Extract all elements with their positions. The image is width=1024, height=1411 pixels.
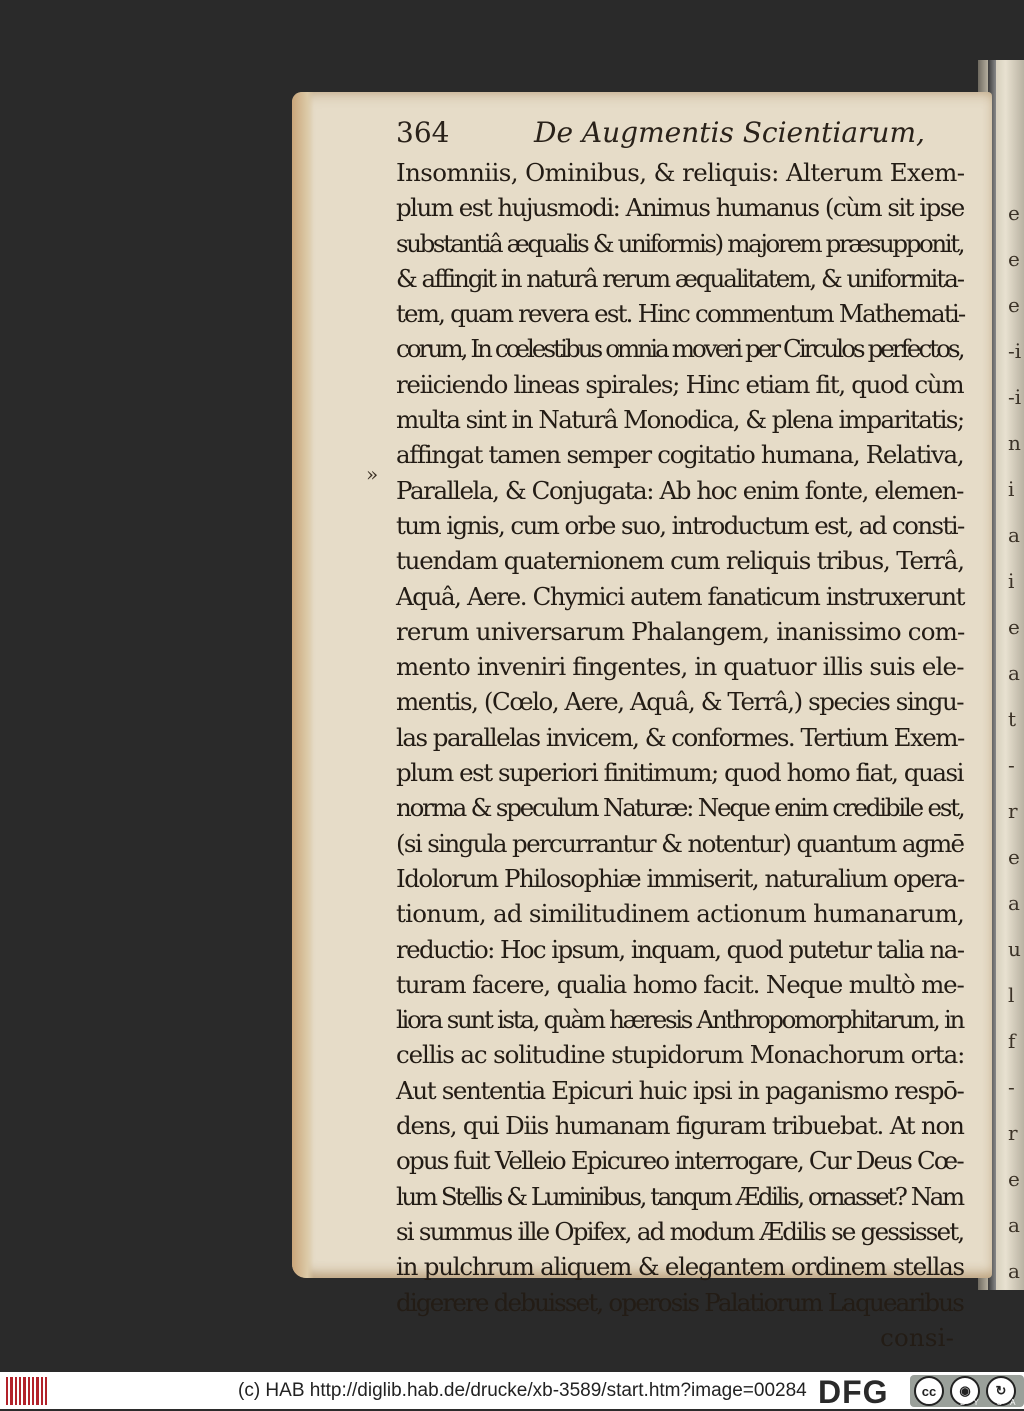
text-line: tuendam quaternionem cum reliquis tribus, Terrâ, bbox=[396, 546, 964, 576]
edge-letter: -i bbox=[1008, 385, 1022, 409]
edge-letter: a bbox=[1008, 1213, 1020, 1237]
text-line: mento inveniri fingentes, in quatuor illis suis ele- bbox=[396, 652, 964, 682]
text-line: turam facere, qualia homo facit. Neque multò me- bbox=[396, 969, 964, 999]
text-line: plum est superiori finitimum; quod homo fiat, quasi bbox=[396, 758, 964, 788]
text-line: lum Stellis & Luminibus, tanqum Ædilis, ornasset? Nam bbox=[396, 1181, 963, 1211]
footer-bar bbox=[0, 1372, 1024, 1409]
text-line: affingat tamen semper cogitatio humana, Relativa, bbox=[396, 440, 964, 470]
text-line: Parallela, & Conjugata: Ab hoc enim fonte, elemen- bbox=[396, 475, 964, 505]
hab-logo-icon bbox=[6, 1377, 48, 1405]
edge-letter: i bbox=[1008, 477, 1015, 501]
text-line: tem, quam revera est. Hinc commentum Mathemati- bbox=[396, 299, 965, 329]
text-line: Aquâ, Aere. Chymici autem fanaticum instruxerunt bbox=[396, 581, 965, 611]
edge-letter: a bbox=[1008, 891, 1020, 915]
running-head: De Augmentis Scientiarum, bbox=[534, 116, 925, 149]
text-line: mentis, (Cœlo, Aere, Aquâ, & Terrâ,) species singu- bbox=[396, 687, 964, 717]
edge-letter: -r bbox=[1008, 1075, 1018, 1145]
edge-letter: e bbox=[1008, 201, 1020, 225]
text-line: opus fuit Velleio Epicureo interrogare, Cur Deus Cœ- bbox=[396, 1146, 963, 1176]
text-line: reiiciendo lineas spirales; Hinc etiam fit, quod cùm bbox=[396, 369, 964, 399]
margin-mark: » bbox=[366, 462, 379, 486]
text-line: multa sint in Naturâ Monodica, & plena imparitatis; bbox=[396, 405, 964, 435]
edge-letter: e bbox=[1008, 293, 1020, 317]
edge-letter: u bbox=[1008, 937, 1021, 961]
text-line: & affingit in naturâ rerum æqualitatem, & uniformita- bbox=[396, 263, 964, 293]
text-line: tionum, ad similitudinem actionum humanarum, bbox=[396, 899, 965, 929]
text-line: si summus ille Opifex, ad modum Ædilis se gessisset, bbox=[396, 1216, 964, 1246]
text-line: Insomniis, Ominibus, & reliquis: Alterum Exem- bbox=[396, 158, 965, 187]
edge-letter: e bbox=[1008, 1167, 1020, 1191]
page-header bbox=[396, 116, 956, 156]
text-line: reductio: Hoc ipsum, inquam, quod putetur talia na- bbox=[396, 934, 964, 964]
share-alike-icon: ↻ bbox=[986, 1376, 1016, 1406]
license-labels: BY SA bbox=[960, 1398, 1024, 1407]
text-line: dens, qui Diis humanam figuram tribuebat. At non bbox=[396, 1111, 964, 1141]
text-line: cellis ac solitudine stupidorum Monachorum orta: bbox=[396, 1040, 965, 1070]
edge-letter: a bbox=[1008, 1259, 1020, 1283]
text-line: corum, In cœlestibus omnia moveri per Circulos perfectos, bbox=[396, 334, 963, 364]
attribution-icon: ◉ bbox=[950, 1376, 980, 1406]
facing-page-letters bbox=[1008, 190, 1024, 1294]
edge-letter: n bbox=[1008, 431, 1021, 455]
text-line: las parallelas invicem, & conformes. Tertium Exem- bbox=[396, 722, 964, 752]
cc-license-badge[interactable] bbox=[910, 1375, 1024, 1407]
text-line: in pulchrum aliquem & elegantem ordinem stellas bbox=[396, 1252, 964, 1282]
text-line: consi- bbox=[880, 1322, 954, 1352]
dfg-logo: DFG bbox=[818, 1374, 889, 1410]
edge-letter: a bbox=[1008, 523, 1020, 547]
page-number: 364 bbox=[396, 116, 450, 149]
edge-letter: f bbox=[1008, 1029, 1016, 1053]
edge-letter: e bbox=[1008, 615, 1020, 639]
text-line: Aut sententia Epicuri huic ipsi in paganismo respō- bbox=[396, 1075, 964, 1105]
edge-letter: a bbox=[1008, 661, 1020, 685]
edge-letter: e bbox=[1008, 247, 1020, 271]
edge-letter: -i bbox=[1008, 339, 1022, 363]
text-line: plum est hujusmodi: Animus humanus (cùm sit ipse bbox=[396, 193, 964, 223]
text-line: Idolorum Philosophiæ immiserit, naturalium opera- bbox=[396, 863, 964, 893]
text-line: (si singula percurrantur & notentur) quantum agmē bbox=[396, 828, 964, 858]
text-line: substantiâ æqualis & uniformis) majorem præsupponit, bbox=[396, 228, 964, 258]
edge-letter: i bbox=[1008, 569, 1015, 593]
text-line: tum ignis, cum orbe suo, introductum est, ad consti- bbox=[396, 510, 964, 540]
edge-letter: l bbox=[1008, 983, 1015, 1007]
edge-letter: e bbox=[1008, 845, 1020, 869]
cc-icon: cc bbox=[914, 1376, 944, 1406]
edge-letter: -r bbox=[1008, 753, 1018, 823]
body-text bbox=[396, 155, 976, 1355]
citation-link[interactable]: (c) HAB http://diglib.hab.de/drucke/xb-3589/start.htm?image=00284 bbox=[238, 1380, 807, 1401]
text-line: norma & speculum Naturæ: Neque enim credibile est, bbox=[396, 793, 964, 823]
edge-letter: t bbox=[1008, 707, 1017, 731]
text-line: liora sunt ista, quàm hæresis Anthropomorphitarum, in bbox=[396, 1005, 963, 1035]
text-line: rerum universarum Phalangem, inanissimo com- bbox=[396, 616, 965, 646]
text-line: digerere debuisset, operosis Palatiorum Laquearibus bbox=[396, 1287, 964, 1317]
